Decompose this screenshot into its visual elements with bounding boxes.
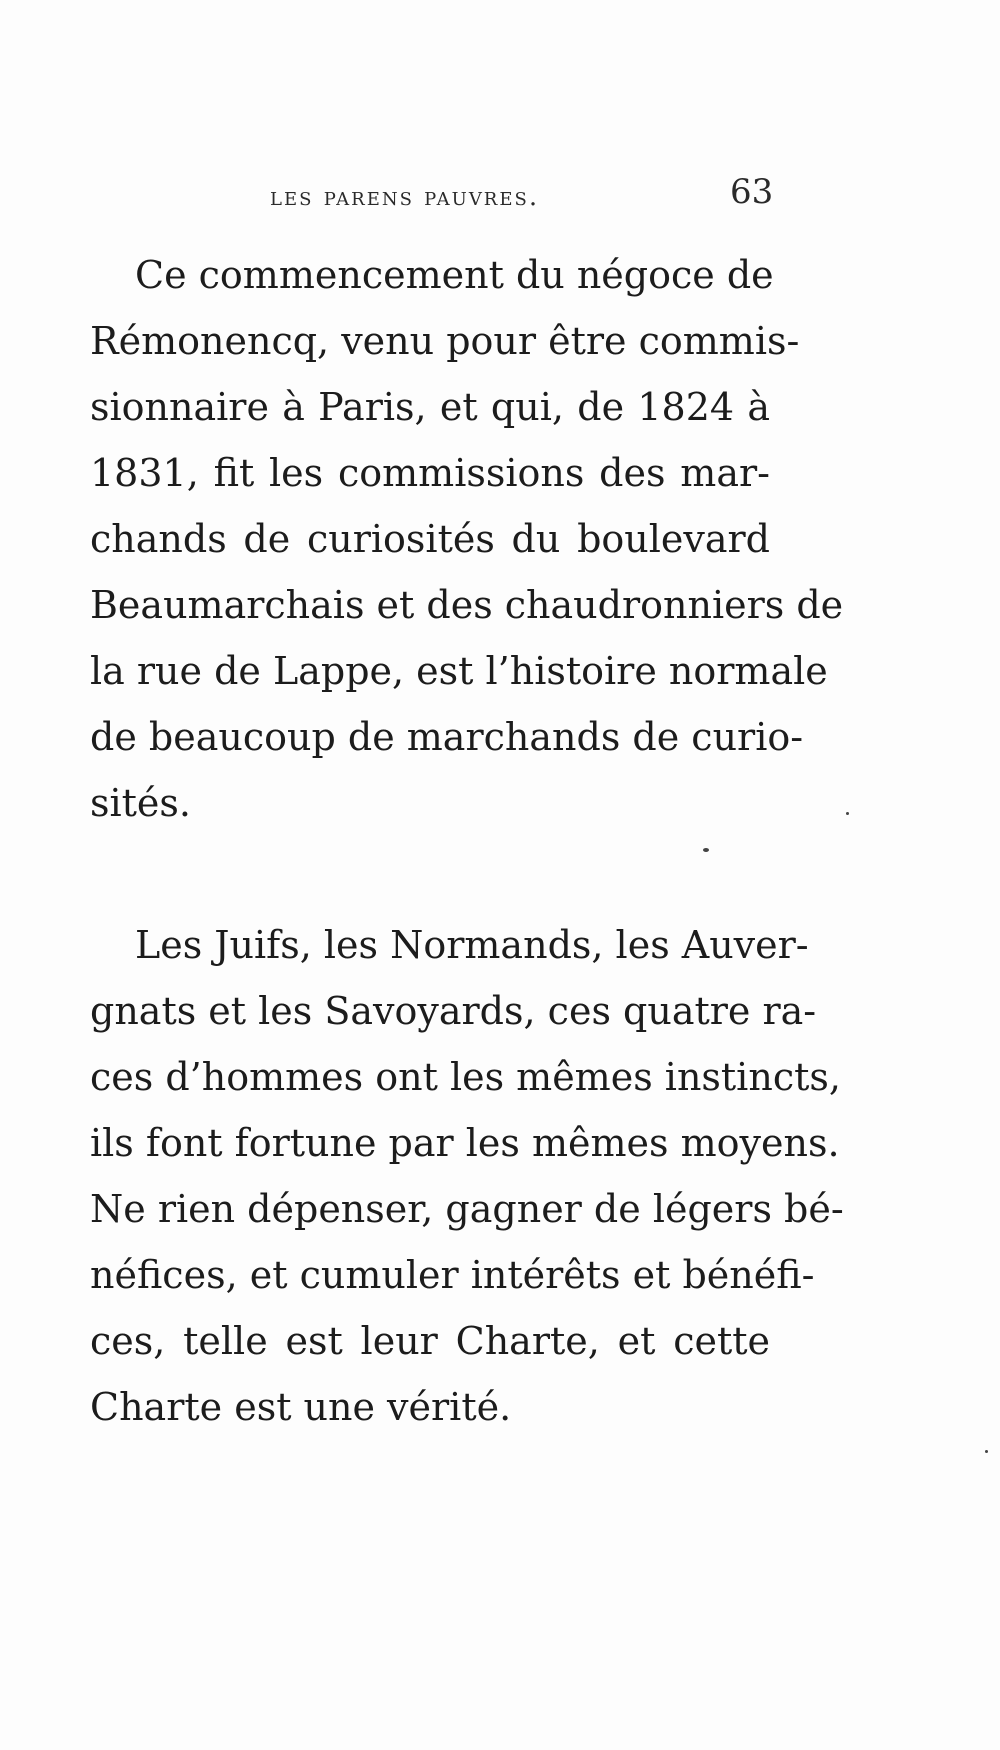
- ink-speck: [985, 1450, 988, 1453]
- text-line: Les Juifs, les Normands, les Auver-: [135, 923, 809, 967]
- page-number: 63: [730, 172, 774, 212]
- text-line: chands de curiosités du boulevard: [90, 517, 770, 561]
- text-line: sités.: [90, 781, 191, 825]
- text-line: la rue de Lappe, est l’histoire normale: [90, 649, 828, 693]
- text-line: Ce commencement du négoce de: [135, 253, 774, 297]
- text-line: Beaumarchais et des chaudronniers de: [90, 583, 844, 627]
- text-line: sionnaire à Paris, et qui, de 1824 à: [90, 385, 770, 429]
- ink-speck: [846, 812, 849, 815]
- paragraph-1: [90, 242, 844, 836]
- ink-speck: [703, 848, 709, 852]
- paragraph-2: [90, 912, 844, 1440]
- text-line: ces, telle est leur Charte, et cette: [90, 1319, 770, 1363]
- running-head: les parens pauvres.: [270, 182, 540, 212]
- text-line: Rémonencq, venu pour être commis-: [90, 319, 800, 363]
- text-line: 1831, fit les commissions des mar-: [90, 451, 770, 495]
- text-line: ils font fortune par les mêmes moyens.: [90, 1121, 840, 1165]
- text-line: néfices, et cumuler intérêts et bénéfi-: [90, 1253, 815, 1297]
- text-line: Charte est une vérité.: [90, 1385, 512, 1429]
- text-line: gnats et les Savoyards, ces quatre ra-: [90, 989, 817, 1033]
- text-line: de beaucoup de marchands de curio-: [90, 715, 804, 759]
- text-line: ces d’hommes ont les mêmes instincts,: [90, 1055, 841, 1099]
- text-line: Ne rien dépenser, gagner de légers bé-: [90, 1187, 844, 1231]
